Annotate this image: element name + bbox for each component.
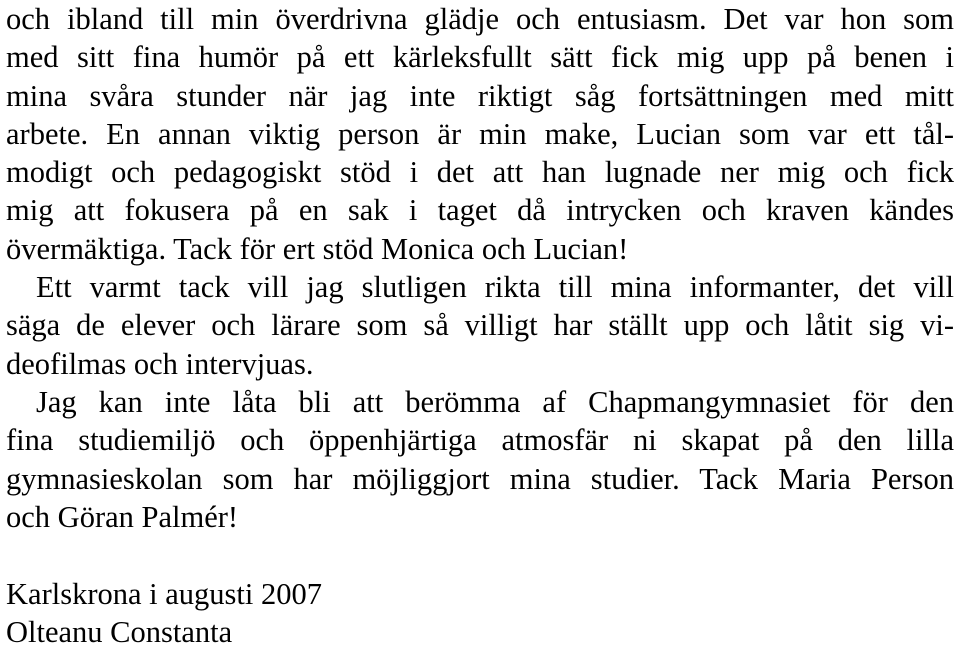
text-line: arbete. En annan viktig person är min make, Lucian som var ett tål- <box>6 116 954 151</box>
text-line: övermäktiga. Tack för ert stöd Monica och Lucian! <box>6 231 629 266</box>
blank-spacer <box>6 536 954 575</box>
paragraph-thanks-informants <box>6 268 954 383</box>
text-line: deofilmas och intervjuas. <box>6 346 314 381</box>
text-line: och Göran Palmér! <box>6 499 239 534</box>
place-date: Karlskrona i augusti 2007 <box>6 577 322 612</box>
text-line: mig att fokusera på en sak i taget då intrycken och kraven kändes <box>6 193 954 228</box>
paragraph-thanks-school <box>6 383 954 536</box>
text-line: Jag kan inte låta bli att berömma af Chapmangymnasiet för den <box>36 384 954 419</box>
paragraph-thanks-monica-lucian <box>6 0 954 268</box>
text-line: mina svåra stunder när jag inte riktigt såg fortsättningen med mitt <box>6 78 954 113</box>
signature-block <box>6 575 954 652</box>
text-line: säga de elever och lärare som så villigt har ställt upp och låtit sig vi- <box>6 308 954 343</box>
document-page <box>6 0 954 652</box>
text-line: Ett varmt tack vill jag slutligen rikta till mina informanter, det vill <box>36 270 954 305</box>
text-line: fina studiemiljö och öppenhjärtiga atmosfär ni skapat på den lilla <box>6 423 954 458</box>
text-line: med sitt fina humör på ett kärleksfullt sätt fick mig upp på benen i <box>6 40 954 75</box>
text-line: modigt och pedagogiskt stöd i det att han lugnade ner mig och fick <box>6 155 954 190</box>
author-name: Olteanu Constanta <box>6 615 233 650</box>
text-line: och ibland till min överdrivna glädje och entusiasm. Det var hon som <box>6 2 954 36</box>
text-line: gymnasieskolan som har möjliggjort mina studier. Tack Maria Person <box>6 461 954 496</box>
